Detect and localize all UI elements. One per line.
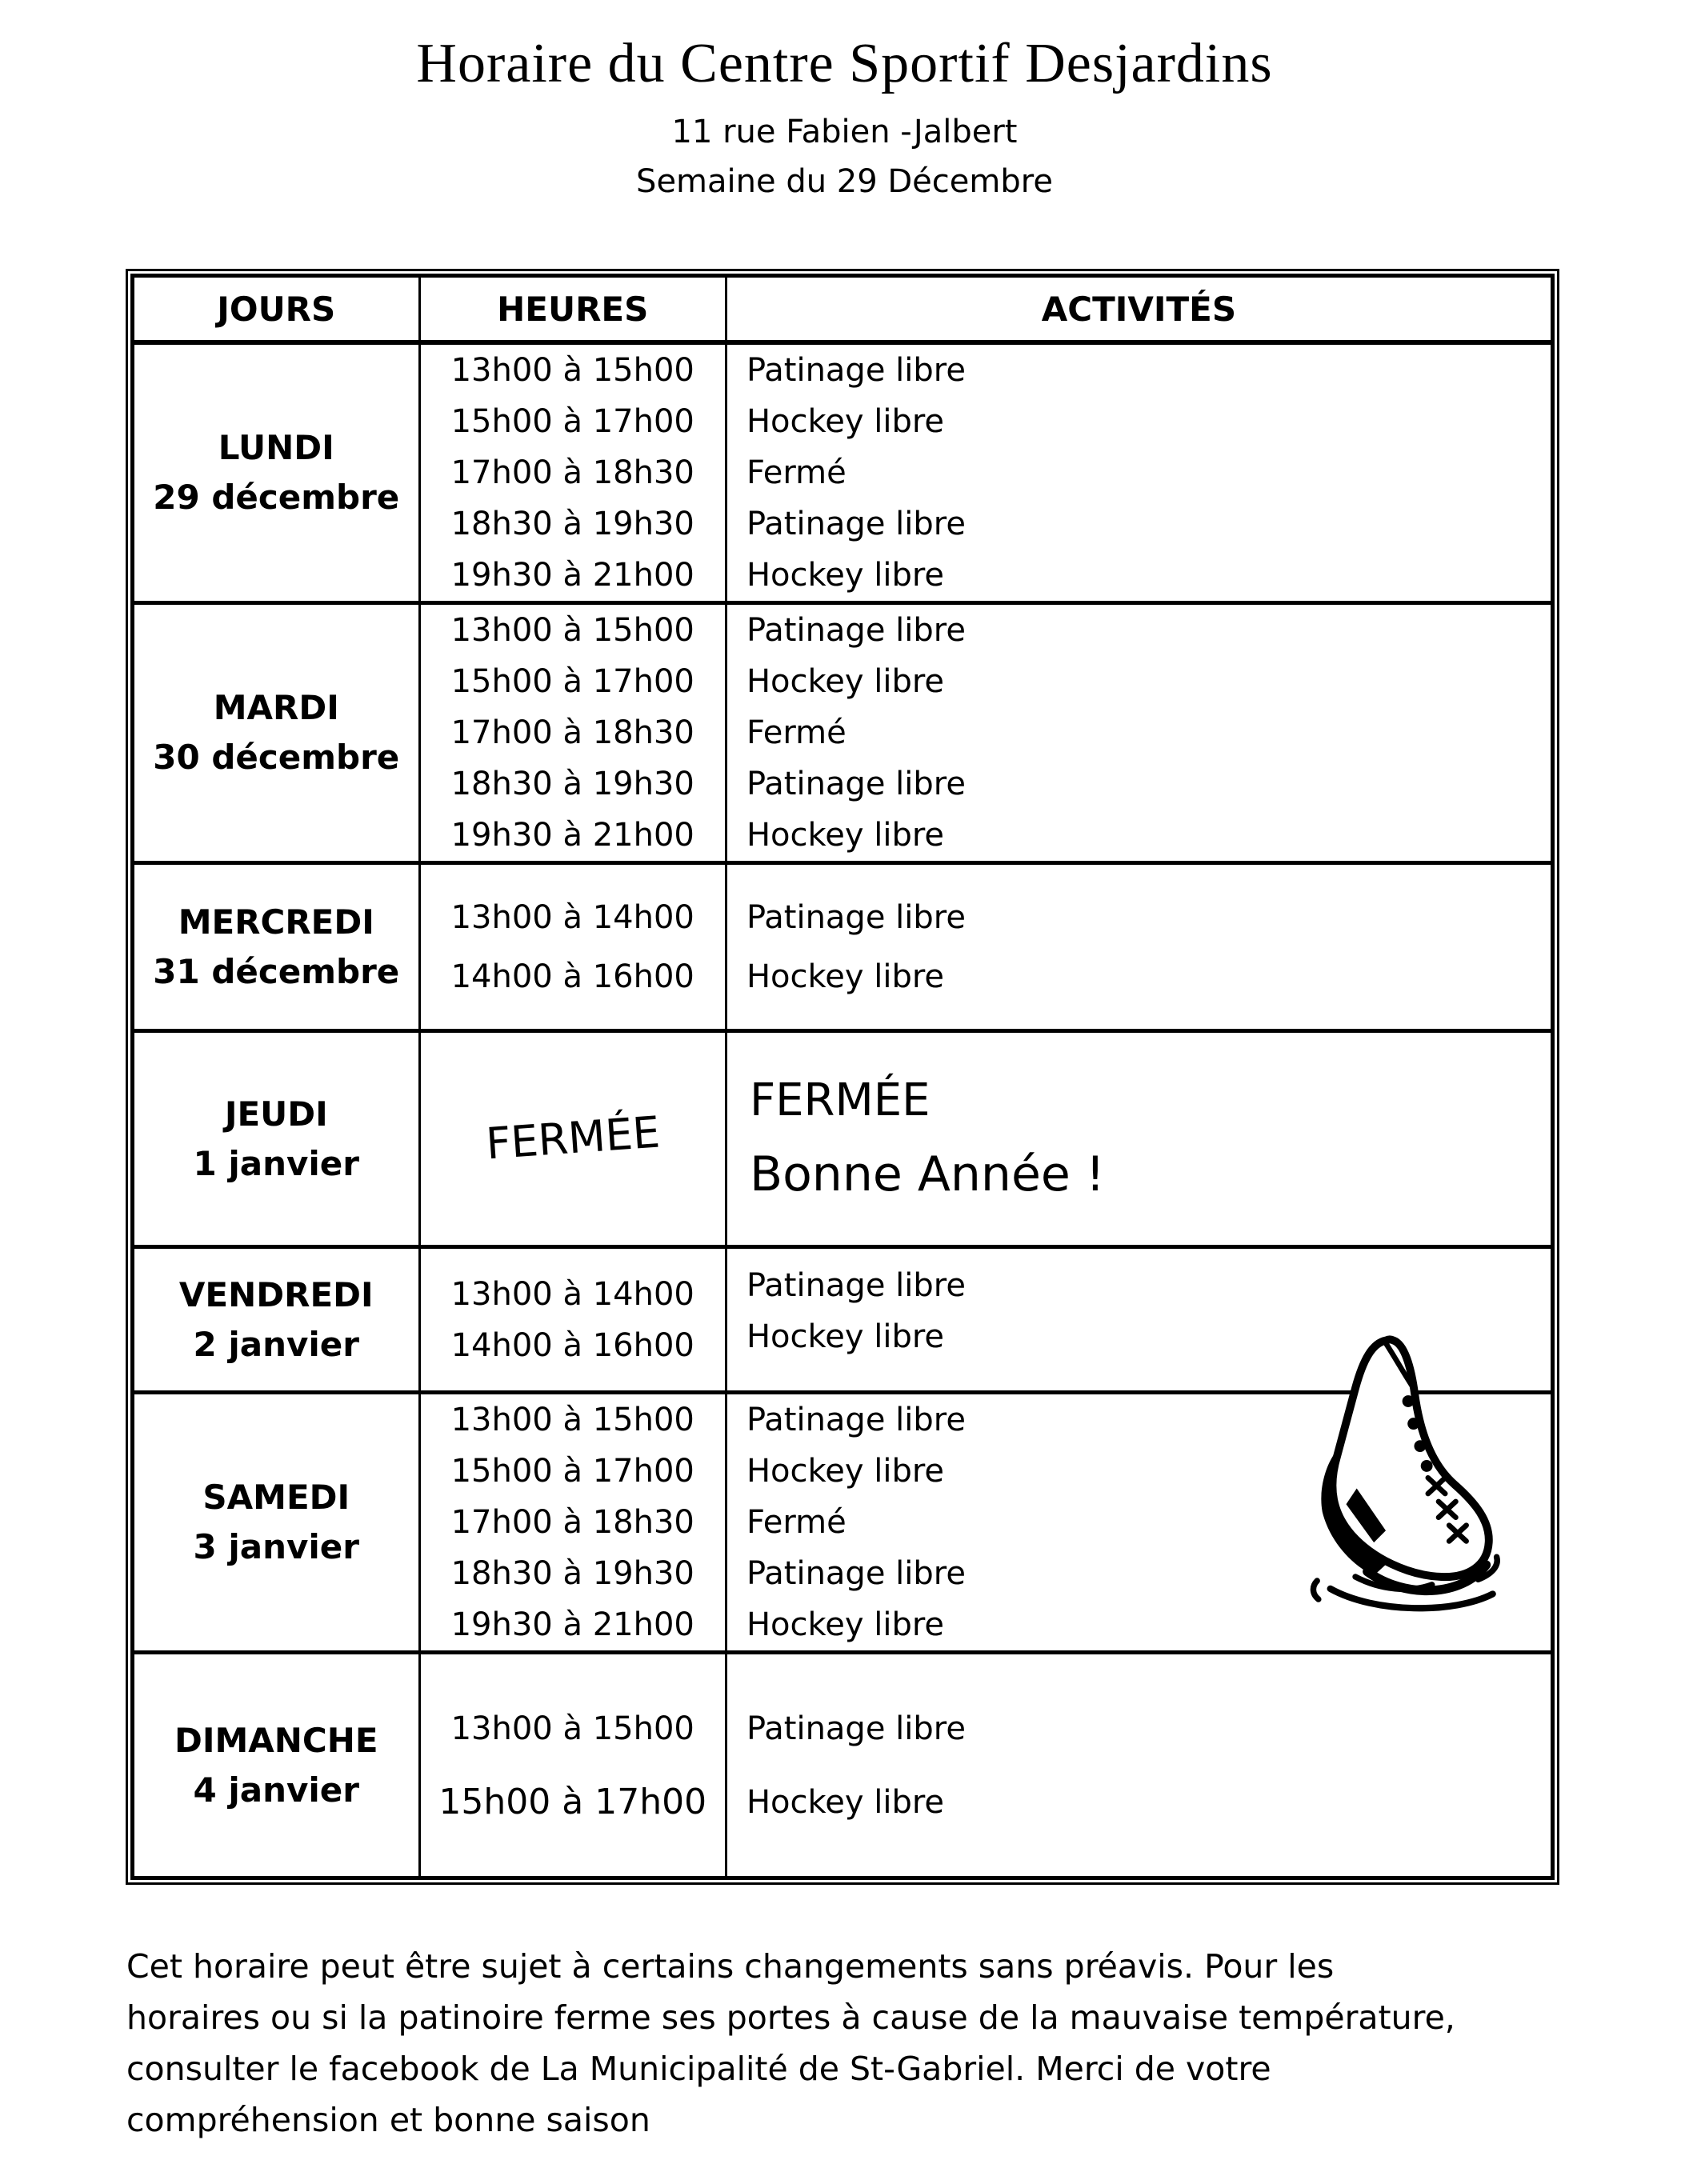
activity-label: Patinage libre (746, 352, 966, 389)
activity-label: Patinage libre (746, 898, 966, 936)
day-label: JEUDI (224, 1094, 328, 1134)
day-cell-mardi (133, 603, 420, 863)
hour-slot: 13h00 à 14h00 (450, 898, 694, 936)
hour-slot: 13h00 à 15h00 (450, 612, 694, 649)
day-cell-vendredi (133, 1247, 420, 1393)
schedule-body (133, 342, 1553, 1878)
hour-slot: 17h00 à 18h30 (450, 714, 694, 751)
day-label: MARDI (213, 688, 339, 727)
day-label: DIMANCHE (174, 1720, 378, 1760)
hour-slot: 13h00 à 15h00 (450, 1402, 694, 1438)
day-date-label: 31 décembre (153, 951, 400, 991)
activity-label: Patinage libre (746, 1402, 966, 1438)
activities-cell-vendredi (726, 1247, 1552, 1393)
hour-slot: 14h00 à 16h00 (450, 958, 694, 995)
row-mardi (133, 603, 1553, 863)
footer-line: horaires ou si la patinoire ferme ses portes à cause de la mauvaise température, (126, 1998, 1455, 2037)
hours-cell-samedi (419, 1393, 726, 1653)
activity-label: Hockey libre (746, 1783, 945, 1821)
activity-label: Hockey libre (746, 1453, 945, 1490)
hour-slot: 19h30 à 21h00 (450, 557, 694, 594)
day-date-label: 30 décembre (153, 738, 400, 777)
column-header-heures: HEURES (419, 276, 726, 343)
day-cell-dimanche (133, 1653, 420, 1878)
hour-slot: 17h00 à 18h30 (450, 454, 694, 491)
hour-slot: 15h00 à 17h00 (450, 663, 694, 700)
row-vendredi (133, 1247, 1553, 1393)
hour-slot: 19h30 à 21h00 (450, 817, 694, 854)
hour-slot: 15h00 à 17h00 (450, 1453, 694, 1490)
day-label: VENDREDI (178, 1274, 374, 1314)
hour-slot: 13h00 à 14h00 (450, 1275, 694, 1313)
schedule-table-frame (126, 269, 1559, 1885)
activity-label: Hockey libre (746, 1606, 945, 1643)
day-date-label: 29 décembre (153, 478, 400, 517)
activity-label: Patinage libre (746, 612, 966, 649)
day-cell-jeudi (133, 1031, 420, 1247)
row-lundi (133, 342, 1553, 603)
activities-cell-jeudi (726, 1031, 1552, 1247)
activity-label: Hockey libre (746, 958, 945, 995)
activity-label: Bonne Année ! (749, 1146, 1105, 1203)
day-date-label: 1 janvier (193, 1143, 359, 1183)
row-dimanche (133, 1653, 1553, 1878)
activity-label: Hockey libre (746, 1318, 945, 1355)
footer-note (126, 1941, 1551, 2146)
hours-cell-vendredi (419, 1247, 726, 1393)
day-date-label: 2 janvier (193, 1324, 359, 1364)
activity-label: FERMÉE (749, 1074, 931, 1126)
page-title: Horaire du Centre Sportif Desjardins (416, 33, 1273, 94)
activity-label: Hockey libre (746, 663, 945, 700)
hour-slot: 13h00 à 15h00 (450, 1710, 694, 1747)
hour-slot: 15h00 à 17h00 (438, 1781, 707, 1822)
hour-slot: 19h30 à 21h00 (450, 1606, 694, 1643)
activity-label: Fermé (746, 454, 847, 491)
address-line: 11 rue Fabien -Jalbert (671, 114, 1018, 150)
hour-slot: 18h30 à 19h30 (450, 506, 694, 542)
activity-label: Patinage libre (746, 1267, 966, 1304)
column-header-activites: ACTIVITÉS (726, 276, 1552, 343)
footer-line: compréhension et bonne saison (126, 2101, 650, 2139)
hours-cell-lundi (419, 342, 726, 603)
day-cell-lundi (133, 342, 420, 603)
day-cell-mercredi (133, 863, 420, 1031)
hour-slot: 18h30 à 19h30 (450, 1555, 694, 1592)
hour-slot: 18h30 à 19h30 (450, 766, 694, 802)
row-mercredi (133, 863, 1553, 1031)
activity-label: Patinage libre (746, 506, 966, 542)
activities-cell-samedi (726, 1393, 1552, 1653)
column-header-jours: JOURS (133, 276, 420, 343)
footer-line: Cet horaire peut être sujet à certains changements sans préavis. Pour les (126, 1947, 1335, 1986)
activities-cell-mardi (726, 603, 1552, 863)
activity-label: Fermé (746, 1504, 847, 1541)
activity-label: Patinage libre (746, 766, 966, 802)
day-cell-samedi (133, 1393, 420, 1653)
document-subtitle (0, 107, 1689, 206)
hour-slot: FERMÉE (483, 1106, 662, 1170)
hours-cell-mardi (419, 603, 726, 863)
hour-slot: 13h00 à 15h00 (450, 352, 694, 389)
activity-label: Fermé (746, 714, 847, 751)
hours-cell-mercredi (419, 863, 726, 1031)
activity-label: Hockey libre (746, 817, 945, 854)
schedule-table (130, 274, 1555, 1880)
row-samedi (133, 1393, 1553, 1653)
day-label: SAMEDI (202, 1478, 350, 1517)
table-header-row (133, 276, 1553, 343)
row-jeudi (133, 1031, 1553, 1247)
day-date-label: 3 janvier (193, 1527, 359, 1566)
activities-cell-mercredi (726, 863, 1552, 1031)
day-date-label: 4 janvier (193, 1770, 359, 1810)
activity-label: Patinage libre (746, 1555, 966, 1592)
hour-slot: 15h00 à 17h00 (450, 403, 694, 440)
activity-label: Patinage libre (746, 1710, 966, 1747)
activity-label: Hockey libre (746, 403, 945, 440)
hour-slot: 17h00 à 18h30 (450, 1504, 694, 1541)
hour-slot: 14h00 à 16h00 (450, 1326, 694, 1364)
activity-label: Hockey libre (746, 557, 945, 594)
day-label: LUNDI (218, 428, 334, 467)
hours-cell-jeudi (419, 1031, 726, 1247)
day-label: MERCREDI (178, 902, 374, 942)
hours-cell-dimanche (419, 1653, 726, 1878)
footer-line: consulter le facebook de La Municipalité de St-Gabriel. Merci de votre (126, 2050, 1271, 2088)
week-line: Semaine du 29 Décembre (636, 163, 1053, 200)
activities-cell-dimanche (726, 1653, 1552, 1878)
activities-cell-lundi (726, 342, 1552, 603)
